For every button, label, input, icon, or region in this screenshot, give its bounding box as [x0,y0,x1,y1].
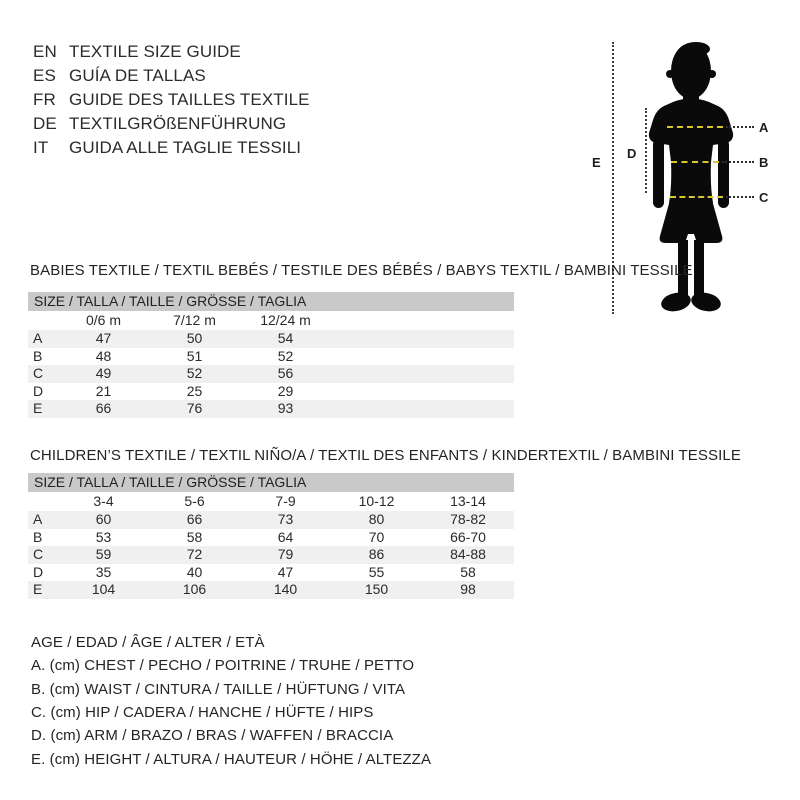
children-col-13-14: 13-14 [422,492,514,511]
cell: 53 [95,528,112,545]
cell: 35 [95,563,112,580]
cell: 58 [460,563,476,580]
children-col-10-12: 10-12 [331,492,422,511]
chest-leader-line [726,126,754,128]
cell: 76 [149,400,240,418]
cell: 104 [58,581,149,599]
cell: 70 [368,528,385,545]
legend-age: AGE / EDAD / ÂGE / ALTER / ETÀ [31,634,265,652]
figure-label-hip: C [759,190,769,205]
cell: 54 [240,330,331,348]
language-row-de [33,112,310,136]
cell: 40 [186,563,203,580]
cell: 66 [58,400,149,418]
table-row [28,511,514,529]
cell: 51 [186,347,203,364]
language-title: GUIDE DES TAILLES TEXTILE [69,90,310,109]
row-label: A [28,330,58,348]
language-title-list [33,40,310,160]
chest-measure-dash [667,126,723,128]
measurement-legend [31,631,431,771]
legend-height: E. (cm) HEIGHT / ALTURA / HAUTEUR / HÖHE / ALTEZZA [31,750,432,768]
cell: 86 [331,546,422,564]
cell: 58 [186,528,203,545]
row-label: E [28,400,58,418]
babies-column-header-row [28,311,514,330]
table-row [28,529,514,547]
cell: 66-70 [450,528,486,545]
cell: 59 [58,546,149,564]
cell: 72 [149,546,240,564]
language-title: GUÍA DE TALLAS [69,66,206,85]
cell: 48 [95,347,112,364]
language-code: EN [33,42,57,61]
babies-col-12-24m: 12/24 m [240,311,331,330]
row-label: C [28,365,58,383]
language-code: FR [33,90,56,109]
cell: 64 [277,528,294,545]
cell: 93 [240,400,331,418]
table-row [28,365,514,383]
cell: 150 [331,581,422,599]
language-row-fr [33,88,310,112]
language-code: ES [33,66,56,85]
table-row [28,581,514,599]
table-row [28,330,514,348]
cell: 56 [240,365,331,383]
cell: 79 [240,546,331,564]
hip-leader-line [726,196,754,198]
row-label: C [28,546,58,564]
cell: 55 [368,563,385,580]
babies-col-7-12m: 7/12 m [149,311,240,330]
cell: 80 [331,511,422,529]
language-title: GUIDA ALLE TAGLIE TESSILI [69,138,302,157]
children-col-3-4: 3-4 [58,492,149,511]
legend-waist: B. (cm) WAIST / CINTURA / TAILLE / HÜFTUNG / VITA [31,680,406,698]
legend-hip: C. (cm) HIP / CADERA / HANCHE / HÜFTE / HIPS [31,704,374,722]
waist-leader-line [722,161,754,163]
children-col-7-9: 7-9 [240,492,331,511]
row-label: D [33,563,44,580]
children-col-5-6: 5-6 [149,492,240,511]
cell: 106 [149,581,240,599]
legend-arm: D. (cm) ARM / BRAZO / BRAS / WAFFEN / BRACCIA [31,727,394,745]
waist-measure-dash [671,161,719,163]
children-size-table [28,473,514,599]
row-label: D [33,382,44,399]
row-label: B [33,347,43,364]
figure-label-arm: D [627,146,637,161]
language-row-it [33,136,310,160]
cell: 52 [277,347,294,364]
cell: 21 [95,382,112,399]
hip-measure-dash [670,196,723,198]
cell: 47 [58,330,149,348]
cell: 73 [240,511,331,529]
children-size-header-bar: SIZE / TALLA / TAILLE / GRÖSSE / TAGLIA [28,473,514,492]
babies-section-title: BABIES TEXTILE / TEXTIL BEBÉS / TESTILE DES BÉBÉS / BABYS TEXTIL / BAMBINI TESSILE [30,262,693,279]
cell: 98 [422,581,514,599]
row-label: A [28,511,58,529]
language-title: TEXTILGRÖßENFÜHRUNG [69,114,287,133]
cell: 66 [149,511,240,529]
children-column-header-row [28,492,514,511]
cell: 78-82 [422,511,514,529]
figure-label-chest: A [759,120,769,135]
children-section-title: CHILDREN’S TEXTILE / TEXTIL NIÑO/A / TEXTIL DES ENFANTS / KINDERTEXTIL / BAMBINI TESSILE [30,447,741,464]
table-row [28,546,514,564]
language-code: IT [33,138,49,157]
babies-size-table [28,292,514,418]
babies-size-header-bar: SIZE / TALLA / TAILLE / GRÖSSE / TAGLIA [28,292,514,311]
language-row-en [33,40,310,64]
language-title: TEXTILE SIZE GUIDE [69,42,241,61]
row-label: B [33,528,43,545]
row-label: E [28,581,58,599]
cell: 50 [149,330,240,348]
cell: 84-88 [422,546,514,564]
table-row [28,348,514,366]
language-row-es [33,64,310,88]
table-row [28,564,514,582]
cell: 47 [277,563,294,580]
figure-label-waist: B [759,155,769,170]
babies-col-0-6m: 0/6 m [58,311,149,330]
legend-chest: A. (cm) CHEST / PECHO / POITRINE / TRUHE / PETTO [31,657,415,675]
cell: 60 [58,511,149,529]
language-code: DE [33,114,57,133]
cell: 52 [149,365,240,383]
cell: 49 [58,365,149,383]
cell: 25 [186,382,203,399]
cell: 29 [277,382,294,399]
figure-label-height: E [592,155,601,170]
arm-measure-line [645,108,647,193]
table-row [28,400,514,418]
cell: 140 [240,581,331,599]
table-row [28,383,514,401]
